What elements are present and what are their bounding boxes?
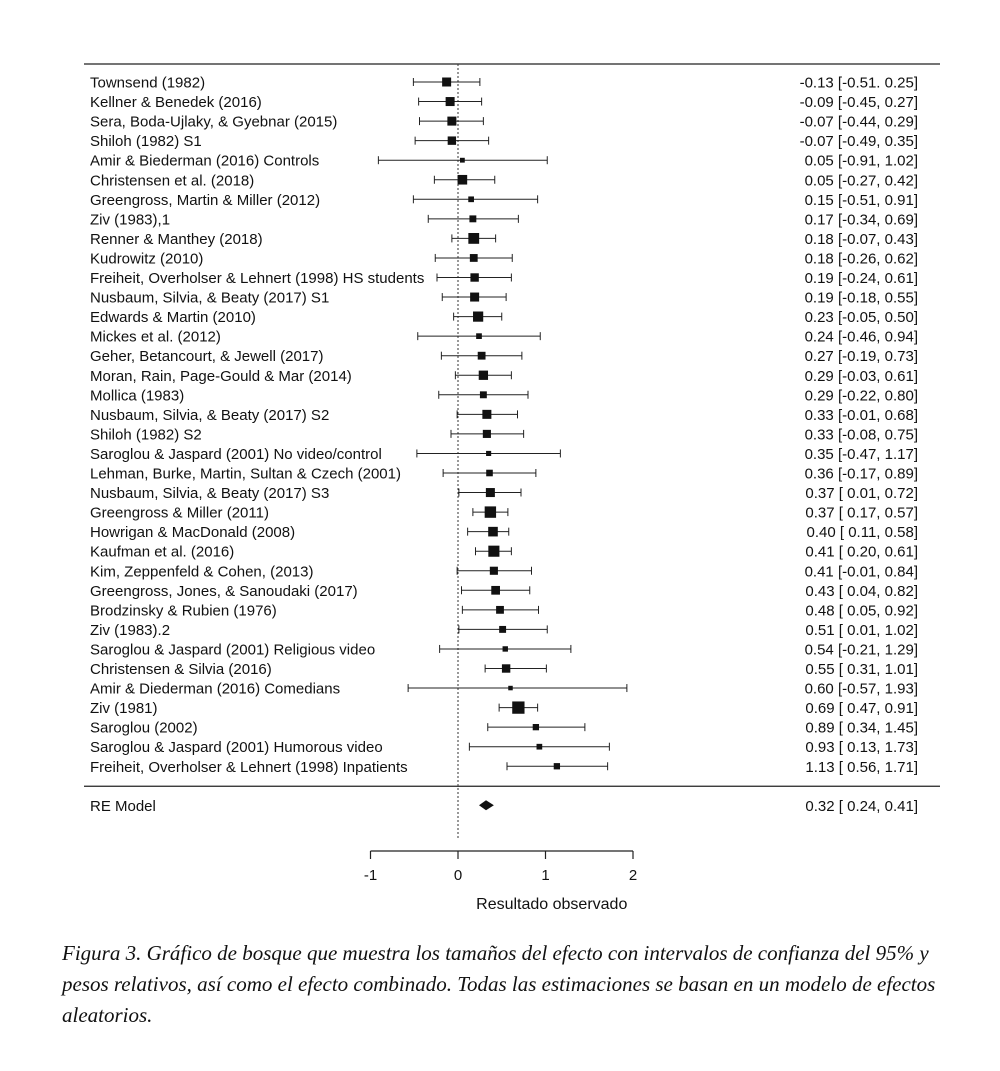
point-estimate-square <box>468 196 474 202</box>
study-row <box>90 172 918 189</box>
point-estimate-square <box>470 293 479 302</box>
estimate-ci-text: 0.29 [-0.22, 0.80] <box>804 387 918 405</box>
study-row <box>90 446 918 463</box>
study-row <box>90 524 918 541</box>
study-row <box>90 466 918 483</box>
study-label: Nusbaum, Silvia, & Beaty (2017) S1 <box>90 289 330 307</box>
study-label: Saroglou (2002) <box>90 719 198 737</box>
study-label: Ziv (1983),1 <box>90 211 171 229</box>
point-estimate-square <box>473 312 483 322</box>
estimate-ci-text: 0.27 [-0.19, 0.73] <box>804 348 918 366</box>
point-estimate-square <box>508 686 513 691</box>
study-label: Kudrowitz (2010) <box>90 250 204 268</box>
study-row <box>90 583 918 600</box>
study-row <box>90 602 918 619</box>
study-row <box>90 94 918 111</box>
study-row <box>90 290 918 307</box>
study-row <box>90 250 918 267</box>
study-label: Saroglou & Jaspard (2001) Religious video <box>90 641 376 659</box>
estimate-ci-text: 0.54 [-0.21, 1.29] <box>804 641 918 659</box>
study-row <box>90 641 918 658</box>
study-label: Christensen & Silvia (2016) <box>90 661 272 678</box>
study-label: Saroglou & Jaspard (2001) Humorous video <box>90 739 383 757</box>
point-estimate-square <box>469 215 476 222</box>
study-label: Townsend (1982) <box>90 74 206 92</box>
estimate-ci-text: 0.35 [-0.47, 1.17] <box>804 445 918 463</box>
study-row <box>90 407 918 424</box>
study-label: Kellner & Benedek (2016) <box>90 94 262 112</box>
study-row <box>90 387 918 404</box>
figure-caption: Figura 3. Gráfico de bosque que muestra los tamaños del efecto con intervalos de confianza del 95% y pesos relativos, así como el efecto combinado. Todas las estimaciones se basan en un modelo de efectos aleatorios. <box>62 941 936 1027</box>
estimate-ci-text: 0.43 [ 0.04, 0.82] <box>805 582 918 600</box>
study-rows <box>90 75 918 776</box>
point-estimate-square <box>486 451 491 456</box>
point-estimate-square <box>490 567 498 575</box>
study-label: Geher, Betancourt, & Jewell (2017) <box>90 348 324 366</box>
estimate-ci-text: 0.37 [ 0.01, 0.72] <box>805 485 918 503</box>
study-row <box>90 661 918 678</box>
study-label: Moran, Rain, Page-Gould & Mar (2014) <box>90 367 352 385</box>
x-axis <box>364 851 637 913</box>
estimate-ci-text: 0.89 [ 0.34, 1.45] <box>805 719 918 737</box>
point-estimate-square <box>486 488 495 497</box>
estimate-ci-text: 1.13 [ 0.56, 1.71] <box>805 758 918 776</box>
study-label: Ziv (1981) <box>90 700 158 718</box>
estimate-ci-text: -0.07 [-0.49, 0.35] <box>799 133 918 151</box>
study-label: Brodzinsky & Rubien (1976) <box>90 602 277 620</box>
estimate-ci-text: 0.69 [ 0.47, 0.91] <box>805 700 918 718</box>
study-label: Kaufman et al. (2016) <box>90 543 235 561</box>
study-row <box>90 348 918 365</box>
point-estimate-square <box>485 506 496 517</box>
summary-estimate-text: 0.32 [ 0.24, 0.41] <box>805 797 918 815</box>
study-row <box>90 505 918 522</box>
x-axis-title: Resultado observado <box>476 896 628 913</box>
point-estimate-square <box>458 175 468 185</box>
study-label: Greengross, Jones, & Sanoudaki (2017) <box>90 582 358 600</box>
estimate-ci-text: 0.18 [-0.07, 0.43] <box>804 230 918 248</box>
point-estimate-square <box>448 136 456 144</box>
study-label: Mickes et al. (2012) <box>90 328 221 346</box>
study-row <box>90 563 918 580</box>
estimate-ci-text: 0.93 [ 0.13, 1.73] <box>805 739 918 757</box>
estimate-ci-text: 0.05 [-0.91, 1.02] <box>804 152 918 170</box>
study-row <box>90 681 918 698</box>
study-row <box>90 231 918 248</box>
point-estimate-square <box>482 410 491 419</box>
study-label: Mollica (1983) <box>90 387 185 405</box>
point-estimate-square <box>533 724 539 730</box>
estimate-ci-text: 0.40 [ 0.11, 0.58] <box>806 524 918 542</box>
point-estimate-square <box>447 117 456 126</box>
estimate-ci-text: 0.36 [-0.17, 0.89] <box>804 465 918 483</box>
study-label: Freiheit, Overholser & Lehnert (1998) Inpatients <box>90 758 408 776</box>
estimate-ci-text: 0.60 [-0.57, 1.93] <box>804 680 918 698</box>
study-label: Nusbaum, Silvia, & Beaty (2017) S3 <box>90 485 330 503</box>
point-estimate-square <box>479 371 488 380</box>
x-tick-label: 0 <box>453 867 463 884</box>
estimate-ci-text: 0.29 [-0.03, 0.61] <box>804 367 918 385</box>
point-estimate-square <box>460 158 465 163</box>
study-label: Freiheit, Overholser & Lehnert (1998) HS students <box>90 270 425 287</box>
estimate-ci-text: -0.09 [-0.45, 0.27] <box>799 94 918 112</box>
study-row <box>90 426 918 443</box>
point-estimate-square <box>483 430 491 438</box>
study-label: Lehman, Burke, Martin, Sultan & Czech (2001) <box>90 465 401 483</box>
point-estimate-square <box>554 763 560 769</box>
estimate-ci-text: 0.37 [ 0.17, 0.57] <box>805 504 918 522</box>
study-label: Nusbaum, Silvia, & Beaty (2017) S2 <box>90 406 330 424</box>
estimate-ci-text: 0.41 [ 0.20, 0.61] <box>805 543 918 561</box>
study-label: Saroglou & Jaspard (2001) No video/control <box>90 445 382 463</box>
study-row <box>90 153 918 170</box>
study-row <box>90 485 918 502</box>
estimate-ci-text: 0.55 [ 0.31, 1.01] <box>805 661 918 678</box>
estimate-ci-text: 0.19 [-0.18, 0.55] <box>804 289 918 307</box>
study-row <box>90 544 918 561</box>
point-estimate-square <box>537 744 543 750</box>
study-row <box>90 192 918 209</box>
point-estimate-square <box>496 606 504 614</box>
estimate-ci-text: 0.23 [-0.05, 0.50] <box>804 309 918 327</box>
study-label: Edwards & Martin (2010) <box>90 309 256 327</box>
point-estimate-square <box>488 527 498 537</box>
estimate-ci-text: 0.24 [-0.46, 0.94] <box>804 328 918 346</box>
study-row <box>90 211 918 228</box>
estimate-ci-text: 0.18 [-0.26, 0.62] <box>804 250 918 268</box>
point-estimate-square <box>476 333 482 339</box>
study-row <box>90 75 918 92</box>
estimate-ci-text: 0.19 [-0.24, 0.61] <box>804 270 918 287</box>
estimate-ci-text: 0.51 [ 0.01, 1.02] <box>805 621 918 639</box>
point-estimate-square <box>503 646 508 651</box>
x-tick-label: 2 <box>628 867 638 884</box>
study-label: Howrigan & MacDonald (2008) <box>90 524 296 542</box>
point-estimate-square <box>512 701 524 713</box>
estimate-ci-text: 0.33 [-0.01, 0.68] <box>804 406 918 424</box>
study-row <box>90 329 918 346</box>
point-estimate-square <box>491 586 500 595</box>
point-estimate-square <box>499 626 506 633</box>
estimate-ci-text: 0.05 [-0.27, 0.42] <box>804 172 918 190</box>
study-row <box>90 700 918 717</box>
point-estimate-square <box>470 254 478 262</box>
summary-label: RE Model <box>90 797 156 815</box>
estimate-ci-text: 0.41 [-0.01, 0.84] <box>804 563 918 581</box>
point-estimate-square <box>486 470 493 477</box>
estimate-ci-text: 0.33 [-0.08, 0.75] <box>804 426 918 444</box>
study-row <box>90 133 918 150</box>
estimate-ci-text: 0.15 [-0.51, 0.91] <box>804 191 918 209</box>
study-label: Kim, Zeppenfeld & Cohen, (2013) <box>90 563 314 581</box>
study-label: Amir & Biederman (2016) Controls <box>90 152 320 170</box>
estimate-ci-text: -0.13 [-0.51. 0.25] <box>799 74 918 92</box>
study-label: Christensen et al. (2018) <box>90 172 255 190</box>
point-estimate-square <box>480 391 487 398</box>
point-estimate-square <box>502 664 510 672</box>
x-tick-label: 1 <box>541 867 550 884</box>
x-tick-label: -1 <box>363 867 378 884</box>
study-label: Greengross & Miller (2011) <box>90 504 269 522</box>
study-row <box>90 739 918 756</box>
study-label: Renner & Manthey (2018) <box>90 230 263 248</box>
point-estimate-square <box>446 97 455 106</box>
study-row <box>90 759 918 776</box>
summary-diamond <box>479 800 494 810</box>
point-estimate-square <box>488 546 499 557</box>
estimate-ci-text: -0.07 [-0.44, 0.29] <box>799 113 918 131</box>
study-row <box>90 622 918 639</box>
point-estimate-square <box>468 233 479 244</box>
study-label: Shiloh (1982) S1 <box>90 133 202 151</box>
summary-row <box>90 798 918 815</box>
estimate-ci-text: 0.48 [ 0.05, 0.92] <box>805 602 918 620</box>
study-label: Sera, Boda-Ujlaky, & Gyebnar (2015) <box>90 113 338 131</box>
point-estimate-square <box>442 78 451 87</box>
study-row <box>90 114 918 131</box>
study-label: Greengross, Martin & Miller (2012) <box>90 191 321 209</box>
study-label: Ziv (1983).2 <box>90 621 171 639</box>
study-row <box>90 720 918 737</box>
study-label: Amir & Diederman (2016) Comedians <box>90 680 341 698</box>
study-row <box>90 368 918 385</box>
estimate-ci-text: 0.17 [-0.34, 0.69] <box>804 211 918 229</box>
study-row <box>90 309 918 326</box>
study-row <box>90 270 918 287</box>
study-label: Shiloh (1982) S2 <box>90 426 202 444</box>
point-estimate-square <box>478 352 486 360</box>
point-estimate-square <box>470 273 478 281</box>
